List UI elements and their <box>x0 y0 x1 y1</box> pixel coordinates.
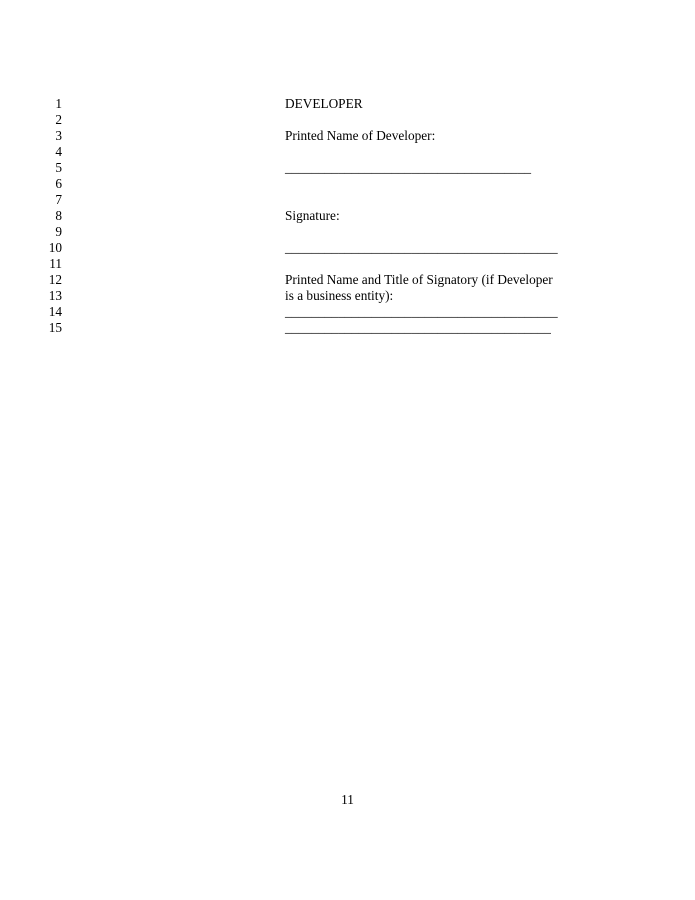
line-number: 15 <box>48 320 62 335</box>
signatory-title-line: ________________________________________ <box>285 320 551 335</box>
line-number: 10 <box>48 240 62 255</box>
line-number: 7 <box>55 192 62 207</box>
line-number: 4 <box>55 144 62 159</box>
line-number: 6 <box>55 176 62 191</box>
signatory-name-line: _________________________________________ <box>285 304 558 319</box>
line-number: 13 <box>48 288 62 303</box>
line-number: 8 <box>55 208 62 223</box>
printed-name-label: Printed Name of Developer: <box>285 128 436 143</box>
signature-label: Signature: <box>285 208 340 223</box>
line-number: 5 <box>55 160 62 175</box>
signature-line: _________________________________________ <box>285 240 558 255</box>
printed-name-signature-line: _____________________________________ <box>285 160 531 175</box>
line-number-column <box>20 96 62 336</box>
signatory-label-line-2: is a business entity): <box>285 288 394 303</box>
signatory-label-line-1: Printed Name and Title of Signatory (if Developer <box>285 272 553 287</box>
line-number: 2 <box>55 112 62 127</box>
line-number: 9 <box>55 224 62 239</box>
line-number: 12 <box>48 272 62 287</box>
line-number: 3 <box>55 128 62 143</box>
line-number: 11 <box>49 256 62 271</box>
developer-heading: DEVELOPER <box>285 96 363 111</box>
page-number: 11 <box>341 792 354 807</box>
line-number: 1 <box>55 96 62 111</box>
line-number: 14 <box>48 304 62 319</box>
